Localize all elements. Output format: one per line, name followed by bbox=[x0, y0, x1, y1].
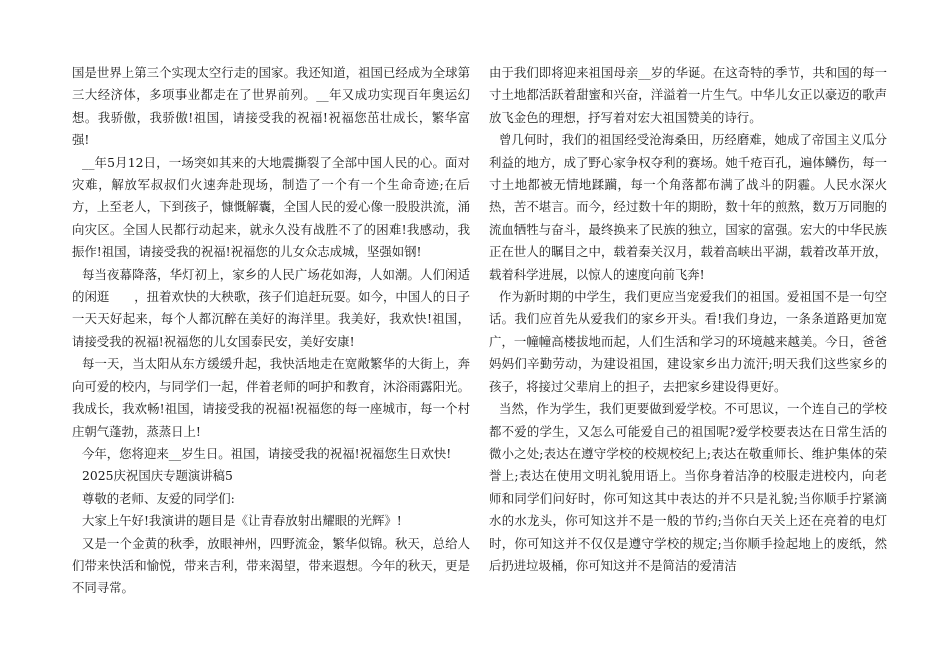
paragraph: 国是世界上第三个实现太空行走的国家。我还知道，祖国已经成为全球第三大经济体，多项事业都走在了世界前列。__年又成功实现百年奥运幻想。我骄傲，我骄傲!祖国，请接受我的祝福!祝福您茁壮成长，繁华富强! bbox=[72, 65, 470, 148]
paragraph: 曾几何时，我们的祖国经受沧海桑田，历经磨难，她成了帝国主义瓜分利益的地方，成了野心家争权夺利的赛场。她千疮百孔，遍体鳞伤，每一寸土地都被无情地蹂躏，每一个角落都布满了战斗的阴霾。人民水深火热，苦不堪言。而今，经过数十年的期盼，数十年的煎熬，数万万同胞的流血牺牲与奋斗，最终换来了民族的独立，国家的富强。宏大的中华民族正在世人的瞩目之中，载着秦关汉月，载着高峡出平湖，载着改革开放，载着科学进展，以惊人的速度向前飞奔! bbox=[489, 132, 887, 282]
right-text-column bbox=[489, 62, 887, 577]
paragraph: 2025庆祝国庆专题演讲稿5 bbox=[82, 468, 233, 484]
paragraph: 今年，您将迎来__岁生日。祖国，请接受我的祝福!祝福您生日欢快! bbox=[82, 445, 452, 461]
left-text-column bbox=[72, 62, 470, 600]
paragraph: 由于我们即将迎来祖国母亲__岁的华诞。在这奇特的季节，共和国的每一寸土地都活跃着甜蜜和兴奋，洋溢着一片生气。中华儿女正以豪迈的歌声放飞金色的理想，抒写着对宏大祖国赞美的诗行。 bbox=[489, 65, 887, 125]
paragraph: 每当夜幕降落，华灯初上，家乡的人民广场花如海，人如潮。人们闲适的闲逛 ，扭着欢快的大秧歌，孩子们追赶玩耍。如今，中国人的日子一天天好起来，每个人都沉醉在美好的海洋里。我美好，我欢快!祖国，请接受我的祝福!祝福您的儿女国泰民安，美好安康! bbox=[72, 266, 470, 349]
paragraph: 又是一个金黄的秋季，放眼神州，四野流金，繁华似锦。秋天，总给人们带来快活和愉悦，带来吉利，带来渴望，带来遐想。今年的秋天，更是不同寻常。 bbox=[72, 535, 470, 596]
paragraph: 每一天，当太阳从东方缓缓升起，我快活地走在宽敞繁华的大街上，奔向可爱的校内，与同学们一起，伴着老师的呵护和教育，沐浴雨露阳光。我成长，我欢畅!祖国，请接受我的祝福!祝福您的每一座城市，每一个村庄朝气蓬勃，蒸蒸日上! bbox=[72, 356, 470, 439]
paragraph: 作为新时期的中学生，我们更应当宠爱我们的祖国。爱祖国不是一句空话。我们应首先从爱我们的家乡开头。看!我们身边，一条条道路更加宽广，一幢幢高楼拔地而起，人们生活和学习的环境越来越美。今日，爸爸妈妈们辛勤劳动，为建设祖国，建设家乡出力流汗;明天我们这些家乡的孩子，将接过父辈肩上的担子，去把家乡建设得更好。 bbox=[489, 289, 887, 394]
paragraph: 当然，作为学生，我们更要做到爱学校。不可思议，一个连自己的学校都不爱的学生，又怎么可能爱自己的祖国呢?爱学校要表达在日常生活的微小之处;表达在遵守学校的校规校纪上;表达在敬重师长、维护集体的荣誉上;表达在使用文明礼貌用语上。当你身着洁净的校服走进校内，向老师和同学们问好时，你可知这其中表达的并不只是礼貌;当你顺手拧紧滴水的水龙头，你可知这并不是一般的节约;当你白天关上还在亮着的电灯时，你可知这并不仅仅是遵守学校的规定;当你顺手捡起地上的废纸，然后扔进垃圾桶，你可知这并不是简洁的爱清洁 bbox=[489, 401, 887, 573]
paragraph: __年5月12日，一场突如其来的大地震撕裂了全部中国人民的心。面对灾难，解放军叔叔们火速奔赴现场，制造了一个有一个生命奇迹;在后方，上至老人，下到孩子，慷慨解囊，全国人民的爱心像一股股洪流，涌向灾区。全国人民都行动起来，就永久没有战胜不了的困难!我感动，我振作!祖国，请接受我的祝福!祝福您的儿女众志成城，坚强如钢! bbox=[72, 154, 470, 260]
paragraph: 尊敬的老师、友爱的同学们: bbox=[82, 490, 235, 506]
paragraph: 大家上午好!我演讲的题目是《让青春放射出耀眼的光辉》! bbox=[82, 513, 402, 529]
